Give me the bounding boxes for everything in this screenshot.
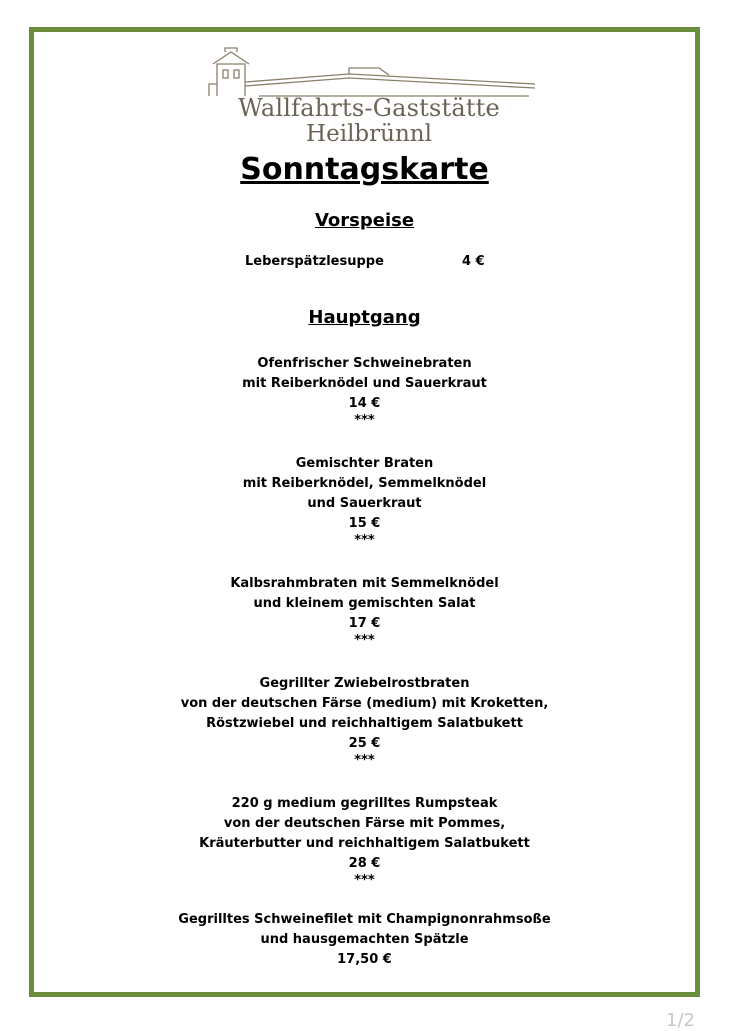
dish-price: 17,50 €: [337, 952, 392, 967]
dish-price: 15 €: [348, 516, 381, 531]
dish-price: 17 €: [348, 616, 381, 631]
dish-item: [34, 454, 695, 548]
dish-description: von der deutschen Färse (medium) mit Kroketten,: [180, 696, 549, 711]
dish-description: und Sauerkraut: [307, 496, 422, 511]
dish-description: Gegrillter Zwiebelrostbraten: [259, 676, 470, 691]
dish-description: von der deutschen Färse mit Pommes,: [223, 816, 506, 831]
menu-title: Sonntagskarte: [240, 152, 489, 187]
dish-separator: ***: [354, 633, 375, 648]
logo-location: Heilbrünnl: [306, 121, 432, 147]
dish-description: Gegrilltes Schweinefilet mit Champignonrahmsoße: [178, 912, 551, 927]
starter-name: Leberspätzlesuppe: [245, 254, 384, 269]
dish-description: Kalbsrahmbraten mit Semmelknödel: [230, 576, 499, 591]
page-indicator: 1/2: [666, 1010, 695, 1031]
dish-description: 220 g medium gegrilltes Rumpsteak: [231, 796, 498, 811]
dish-description: und kleinem gemischten Salat: [253, 596, 476, 611]
section-heading-hauptgang: Hauptgang: [308, 307, 421, 328]
section-heading-vorspeise: Vorspeise: [314, 210, 415, 231]
dish-description: Gemischter Braten: [295, 456, 434, 471]
dish-description: und hausgemachten Spätzle: [260, 932, 469, 947]
starter-price: 4 €: [462, 254, 485, 269]
dish-price: 14 €: [348, 396, 381, 411]
dish-separator: ***: [354, 753, 375, 768]
dish-separator: ***: [354, 413, 375, 428]
dish-item: [34, 910, 695, 970]
dish-description: mit Reiberknödel und Sauerkraut: [242, 376, 487, 391]
restaurant-logo: [199, 44, 539, 146]
dish-separator: ***: [354, 533, 375, 548]
dish-description: Kräuterbutter und reichhaltigem Salatbukett: [199, 836, 530, 851]
dish-separator: ***: [354, 873, 375, 888]
dish-item: [34, 574, 695, 648]
dish-item: [34, 674, 695, 768]
dish-price: 28 €: [348, 856, 381, 871]
dish-item: [34, 354, 695, 428]
dish-description: mit Reiberknödel, Semmelknödel: [242, 476, 487, 491]
menu-page: [29, 27, 700, 997]
dish-item: [34, 794, 695, 888]
dish-price: 25 €: [348, 736, 381, 751]
dish-description: Röstzwiebel und reichhaltigem Salatbukett: [206, 716, 523, 731]
dish-description: Ofenfrischer Schweinebraten: [257, 356, 472, 371]
logo-name: Wallfahrts-Gaststätte: [238, 94, 500, 122]
